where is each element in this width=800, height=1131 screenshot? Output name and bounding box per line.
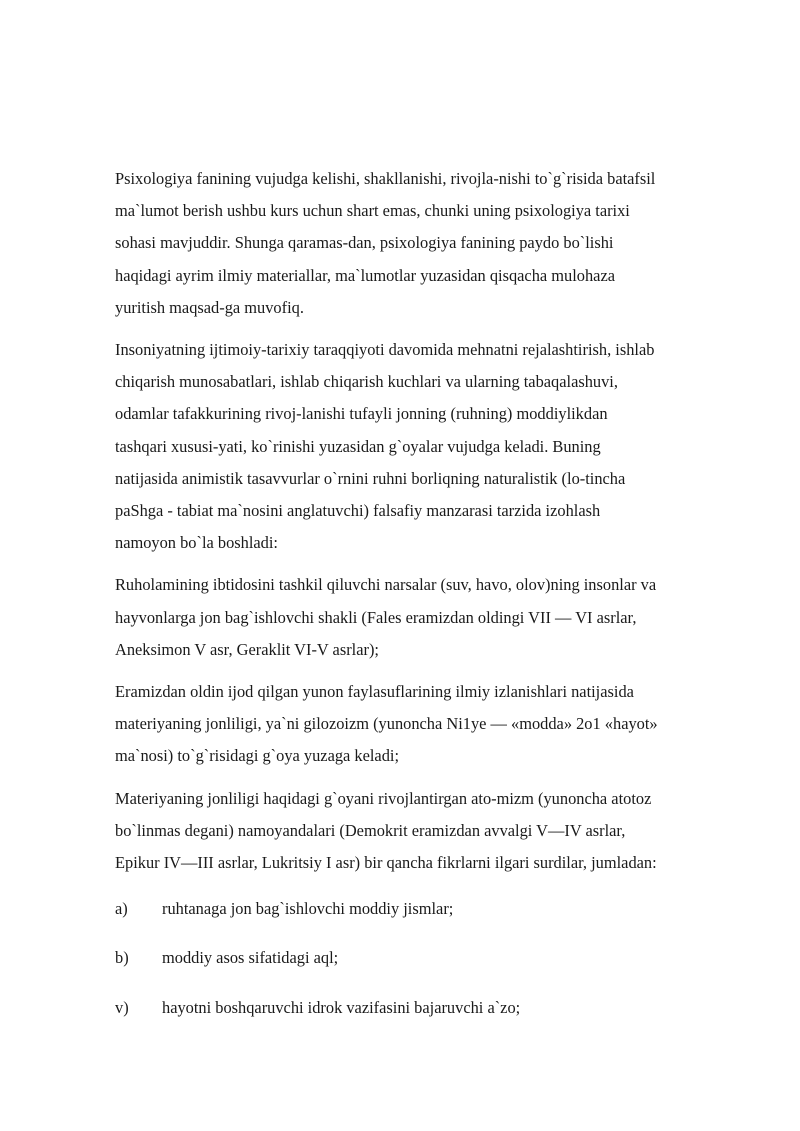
list-item: [115, 992, 745, 1024]
list-marker: v): [115, 997, 129, 1017]
list-item-text: moddiy asos sifatidagi aql;: [162, 948, 339, 968]
paragraph-atomism: Materiyaning jonliligi haqidagi g`oyani rivojlantirgan ato-mizm (yunoncha atotoz bo`linmas degani) namoyandalari (Demokrit eramizdan avvalgi V—IV asrlar, Epikur IV—III asrlar, Lukritsiy I asr) bir qancha fikrlarni ilgari surdilar, jumladan:: [115, 788, 657, 873]
list-item: [115, 893, 745, 925]
paragraph-hylozoism: Eramizdan oldin ijod qilgan yunon faylasuflarining ilmiy izlanishlari natijasida materiyaning jonliligi, ya`ni gilozoizm (yunoncha Ni1ye — «modda» 2o1 «hayot» ma`nosi) to`g`risidagi g`oya yuzaga keladi;: [115, 682, 658, 766]
list-marker: a): [115, 899, 128, 919]
list-item-text: ruhtanaga jon bag`ishlovchi moddiy jismlar;: [162, 899, 454, 919]
paragraph-intro: Psixologiya fanining vujudga kelishi, shakllanishi, rivojla-nishi to`g`risida batafsil ma`lumot berish ushbu kurs uchun shart emas, chunki uning psixologiya tarixi sohasi mavjuddir. Shunga qaramas-dan, psixologiya fanining paydo bo`lishi haqidagi ayrim ilmiy materiallar, ma`lumotlar yuzasidan qisqacha mulohaza yuritish maqsad-ga muvofiq.: [115, 169, 656, 317]
list-item: [115, 942, 745, 974]
list-item-text: hayotni boshqaruvchi idrok vazifasini bajaruvchi a`zo;: [162, 997, 521, 1017]
paragraph-elements: Ruholamining ibtidosini tashkil qiluvchi narsalar (suv, havo, olov)ning insonlar va hayvonlarga jon bag`ishlovchi shakli (Fales eramizdan oldingi VII — VI asrlar, Aneksimon V asr, Geraklit VI-V asrlar);: [115, 575, 657, 659]
document-body: [115, 163, 745, 1041]
list-marker: b): [115, 948, 129, 968]
paragraph-history: Insoniyatning ijtimoiy-tarixiy taraqqiyoti davomida mehnatni rejalashtirish, ishlab chiqarish munosabatlari, ishlab chiqarish kuchlari va ularning tabaqalashuvi, odamlar tafakkurining rivoj-lanishi tufayli jonning (ruhning) moddiylikdan tashqari xususi-yati, ko`rinishi yuzasidan g`oyalar vujudga keladi. Buning natijasida animistik tasavvurlar o`rnini ruhni borliqning naturalistik (lo-tincha paShga - tabiat ma`nosini anglatuvchi) falsafiy manzarasi tarzida izohlash namoyon bo`la boshladi:: [115, 340, 655, 553]
